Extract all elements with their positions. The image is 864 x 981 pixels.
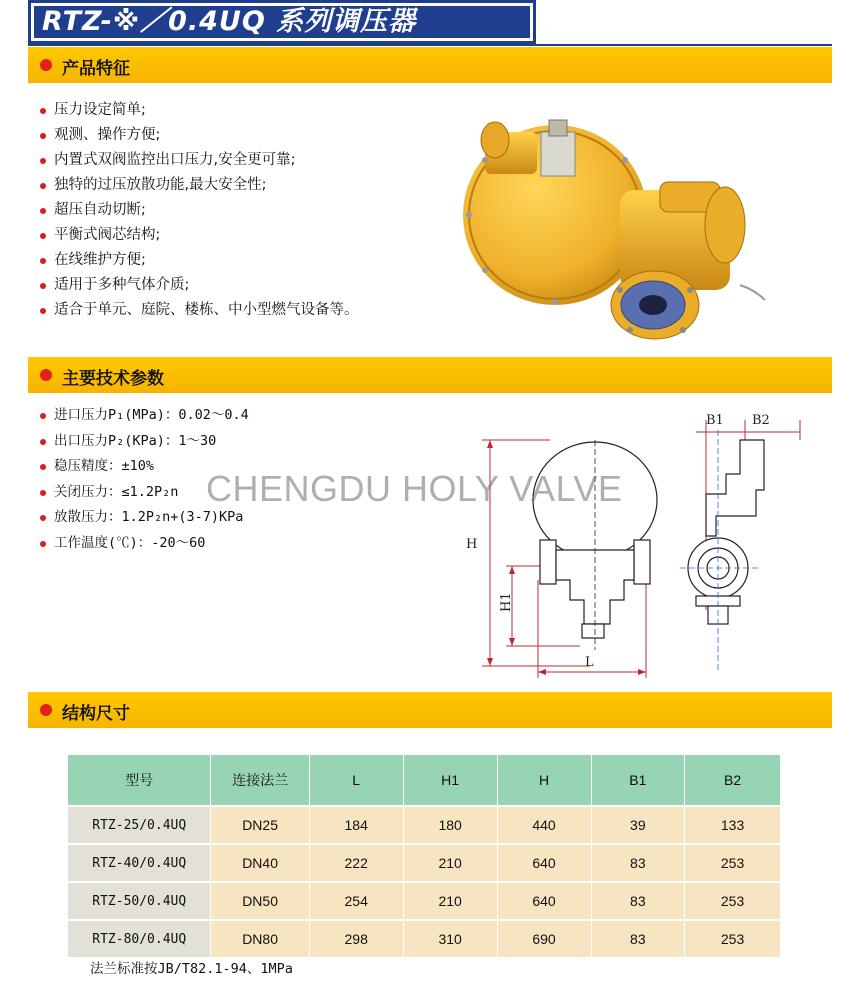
table-cell: 39 (591, 806, 685, 844)
model-cell: RTZ-25/0.4UQ (68, 806, 211, 844)
column-header: 型号 (68, 755, 211, 807)
bullet-icon (40, 541, 46, 547)
section-bar-specs (28, 357, 832, 393)
label-H1: H1 (499, 592, 514, 612)
feature-item: 在线维护方便; (38, 248, 359, 273)
model-cell: RTZ-80/0.4UQ (68, 920, 211, 958)
flange-standard-note: 法兰标准按JB/T82.1-94、1MPa (90, 961, 293, 977)
table-cell: 310 (403, 920, 497, 958)
feature-item: 压力设定简单; (38, 98, 359, 123)
column-header: B2 (685, 755, 781, 807)
model-cell: RTZ-50/0.4UQ (68, 882, 211, 920)
regulator-product-image (455, 110, 775, 345)
page-title: RTZ-※／0.4UQ 系列调压器 (34, 6, 530, 38)
spec-item: 稳压精度：±10% (38, 454, 249, 480)
dimension-table (67, 754, 781, 958)
label-B2: B2 (752, 413, 770, 428)
bullet-icon (40, 308, 46, 314)
section-title-features: 产品特征 (62, 59, 130, 79)
spec-item: 出口压力P₂(KPa)：1～30 (38, 429, 249, 455)
table-cell: 210 (403, 844, 497, 882)
section-title-specs: 主要技术参数 (62, 369, 164, 389)
bullet-icon (40, 413, 46, 419)
feature-item: 适用于多种气体介质; (38, 273, 359, 298)
spec-item: 进口压力P₁(MPa)：0.02～0.4 (38, 403, 249, 429)
table-cell: 83 (591, 844, 685, 882)
title-banner (28, 0, 536, 44)
bullet-icon (40, 183, 46, 189)
feature-item: 观测、操作方便; (38, 123, 359, 148)
table-row (68, 806, 781, 844)
bullet-icon (40, 258, 46, 264)
table-cell: 298 (309, 920, 403, 958)
table-cell: 83 (591, 920, 685, 958)
column-header: 连接法兰 (211, 755, 309, 807)
feature-item: 超压自动切断; (38, 198, 359, 223)
table-cell: 254 (309, 882, 403, 920)
table-cell: 133 (685, 806, 781, 844)
table-cell: 253 (685, 920, 781, 958)
table-cell: 640 (497, 882, 591, 920)
table-cell: 180 (403, 806, 497, 844)
bullet-icon (40, 108, 46, 114)
label-H: H (466, 537, 478, 552)
label-L: L (585, 655, 594, 670)
table-cell: DN80 (211, 920, 309, 958)
section-bar-dimensions (28, 692, 832, 728)
feature-item: 内置式双阀监控出口压力,安全更可靠; (38, 148, 359, 173)
bullet-icon (40, 133, 46, 139)
watermark: CHENGDU HOLY VALVE (206, 468, 623, 509)
feature-item: 适合于单元、庭院、楼栋、中小型燃气设备等。 (38, 298, 359, 323)
table-row (68, 882, 781, 920)
spec-item: 关闭压力：≤1.2P₂n (38, 480, 249, 506)
section-bar-features (28, 47, 832, 83)
bullet-icon (40, 208, 46, 214)
column-header: L (309, 755, 403, 807)
table-cell: 253 (685, 844, 781, 882)
table-cell: 222 (309, 844, 403, 882)
table-cell: DN50 (211, 882, 309, 920)
bullet-icon (40, 490, 46, 496)
feature-list (38, 98, 359, 323)
spec-item: 工作温度(℃)：-20～60 (38, 531, 249, 557)
column-header: H (497, 755, 591, 807)
section-title-dimensions: 结构尺寸 (62, 704, 130, 724)
dimension-drawing (460, 400, 820, 682)
table-cell: 690 (497, 920, 591, 958)
spec-item: 放散压力：1.2P₂n+(3-7)KPa (38, 505, 249, 531)
section-bullet-icon (40, 369, 52, 381)
table-cell: DN40 (211, 844, 309, 882)
label-B1: B1 (706, 413, 724, 428)
table-cell: 83 (591, 882, 685, 920)
table-cell: 640 (497, 844, 591, 882)
section-bullet-icon (40, 59, 52, 71)
title-underline (28, 44, 832, 46)
table-cell: 210 (403, 882, 497, 920)
table-cell: 253 (685, 882, 781, 920)
table-row (68, 920, 781, 958)
feature-item: 平衡式阀芯结构; (38, 223, 359, 248)
table-cell: 440 (497, 806, 591, 844)
column-header: H1 (403, 755, 497, 807)
bullet-icon (40, 158, 46, 164)
bullet-icon (40, 515, 46, 521)
bullet-icon (40, 233, 46, 239)
table-header-row (68, 755, 781, 807)
feature-item: 独特的过压放散功能,最大安全性; (38, 173, 359, 198)
table-row (68, 844, 781, 882)
table-cell: 184 (309, 806, 403, 844)
table-cell: DN25 (211, 806, 309, 844)
column-header: B1 (591, 755, 685, 807)
bullet-icon (40, 283, 46, 289)
bullet-icon (40, 464, 46, 470)
model-cell: RTZ-40/0.4UQ (68, 844, 211, 882)
bullet-icon (40, 439, 46, 445)
section-bullet-icon (40, 704, 52, 716)
